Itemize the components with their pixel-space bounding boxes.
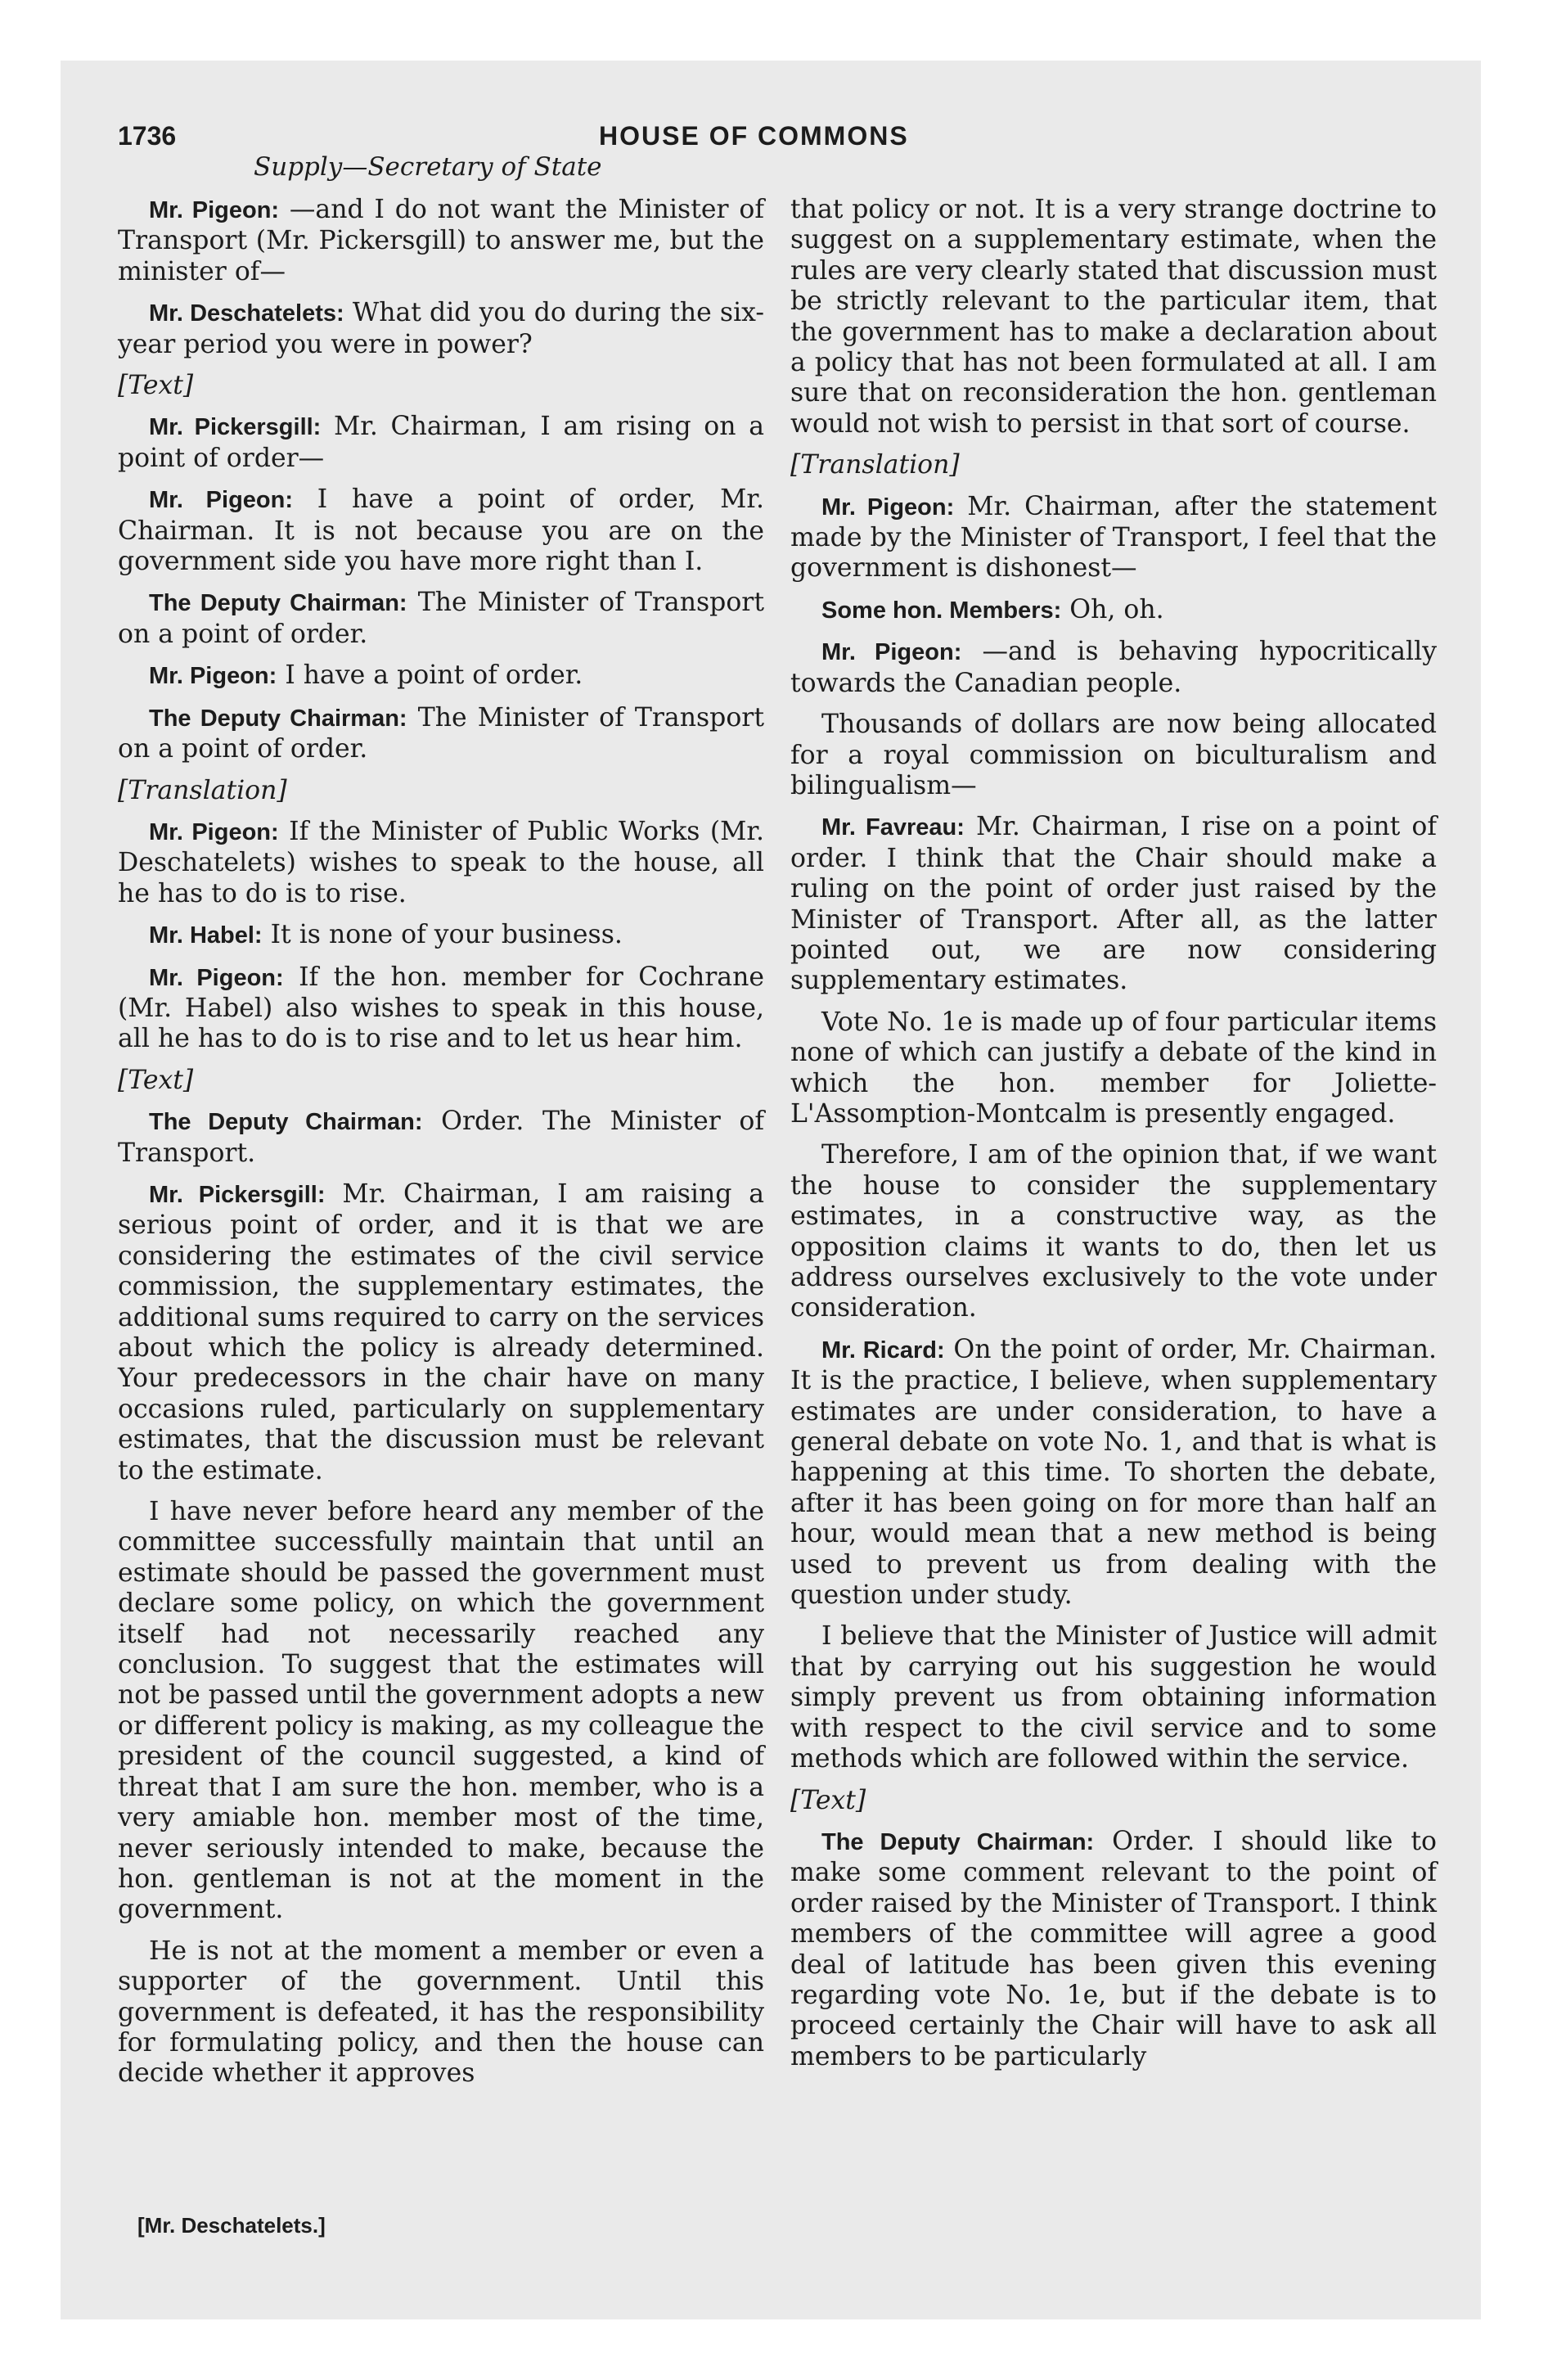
paragraph	[118, 1497, 764, 1926]
paragraph	[790, 1335, 1437, 1611]
paragraph-text: I have a point of order, Mr. Chairman. It is not because you are on the government side you have more right than I.	[118, 485, 764, 577]
paragraph-text: What did you do during the six-year period you were in power?	[118, 298, 765, 359]
section-tag: [Text]	[118, 371, 194, 401]
paragraph-text: Therefore, I am of the opinion that, if we want the house to consider the supplementary estimates, in a constructive way, as the opposition claims it wants to do, then let us address ourselves exclusively to the vote under consideration.	[790, 1140, 1437, 1323]
speaker-name: Mr. Pickersgill:	[149, 1181, 326, 1208]
speaker-name: The Deputy Chairman:	[149, 705, 407, 732]
paragraph-text: Mr. Chairman, after the statement made by the Minister of Transport, I feel that the government is dishonest—	[790, 491, 1437, 584]
section-tag: [Text]	[118, 1065, 194, 1095]
paragraph	[790, 1140, 1437, 1323]
paragraph-text: The Minister of Transport on a point of order.	[118, 588, 764, 649]
speaker-name: Mr. Pigeon:	[821, 494, 955, 521]
paragraph	[118, 1179, 764, 1486]
paragraph-text: Mr. Chairman, I rise on a point of order. I think that the Chair should make a ruling on the point of order just raised by the Minister of Transport. After all, as the latter pointed out, we are now considering supplementary estimates.	[790, 812, 1438, 996]
paragraph	[118, 817, 764, 909]
speaker-name: The Deputy Chairman:	[821, 1828, 1095, 1855]
paragraph	[790, 492, 1437, 584]
paragraph	[118, 703, 764, 765]
page-footer: [Mr. Deschatelets.]	[137, 2213, 326, 2238]
paragraph	[790, 595, 1437, 626]
paragraph	[118, 962, 764, 1055]
paragraph-text: Oh, oh.	[1069, 594, 1164, 624]
speaker-name: Mr. Pigeon:	[149, 818, 279, 845]
paragraph	[790, 1621, 1437, 1774]
speaker-name: Mr. Pigeon:	[149, 197, 280, 223]
paragraph-text: Mr. Chairman, I am rising on a point of order—	[118, 412, 764, 473]
paragraph-text: I have never before heard any member of the committee successfully maintain that until an estimate should be passed the government must declare some policy, on which the government itself had not necessarily reached any conclusion. To suggest that the estimates will not be passed until the government adopts a new or different policy is making, as my colleague the president of the council suggested, a kind of threat that I am sure the hon. member, who is a very amiable hon. member most of the time, never seriously intended to make, because the hon. gentleman is not at the moment in the government.	[118, 1497, 764, 1925]
paragraph-text: —and is behaving hypocritically towards the Canadian people.	[790, 637, 1437, 698]
paragraph	[118, 195, 764, 287]
paragraph-text: Vote No. 1e is made up of four particular items none of which can justify a debate of the kind in which the hon. member for Joliette-L'Assomption-Montcalm is presently engaged.	[790, 1007, 1437, 1129]
paragraph-text: The Minister of Transport on a point of order.	[118, 702, 764, 764]
paragraph	[118, 588, 764, 650]
speaker-name: Mr. Pigeon:	[149, 487, 294, 514]
paragraph	[118, 298, 764, 360]
paragraph-text: On the point of order, Mr. Chairman. It is the practice, I believe, when supplementary estimates are under consideration, to have a general debate on vote No. 1, and that is what is happening at this time. To shorten the debate, after it has been going on for more than half an hour, would mean that a new method is being used to prevent us from dealing with the question under study.	[790, 1334, 1437, 1611]
left-column	[118, 195, 764, 2100]
paragraph	[790, 195, 1437, 439]
paragraph	[790, 710, 1437, 801]
paragraph-text: It is none of your business.	[270, 920, 623, 950]
paragraph	[790, 812, 1437, 996]
paragraph-text: He is not at the moment a member or even a supporter of the government. Until this government is defeated, it has the responsibility for formulating policy, and then the house can decide whether it approves	[118, 1936, 764, 2089]
paragraph	[118, 920, 764, 951]
speaker-name: Mr. Favreau:	[821, 814, 965, 841]
speaker-name: The Deputy Chairman:	[149, 1109, 423, 1136]
speaker-name: Mr. Pigeon:	[821, 639, 962, 666]
paragraph-text: If the Minister of Public Works (Mr. Deschatelets) wishes to speak to the house, all he has to do is to rise.	[118, 816, 764, 908]
speaker-name: Mr. Pigeon:	[149, 964, 284, 991]
page-number: 1736	[118, 121, 177, 151]
paragraph-text: Order. I should like to make some comment relevant to the point of order raised by the Minister of Transport. I think members of the committee will agree a good deal of latitude has been given this evening regarding vote No. 1e, but if the debate is to proceed certainly the Chair will have to ask all members to be particularly	[790, 1826, 1437, 2071]
speaker-name: Mr. Habel:	[149, 922, 263, 949]
section-tag: [Translation]	[118, 775, 287, 805]
speaker-name: Mr. Pickersgill:	[149, 414, 322, 441]
paragraph-text: I believe that the Minister of Justice will admit that by carrying out his suggestion he would simply prevent us from obtaining information with respect to the civil service and to some methods which are followed within the service.	[790, 1621, 1437, 1774]
paragraph	[790, 1827, 1437, 2072]
section-tag: [Translation]	[790, 450, 960, 480]
paragraph-text: Order. The Minister of Transport.	[118, 1107, 764, 1168]
paragraph-text: I have a point of order.	[285, 660, 583, 691]
right-column	[790, 195, 1437, 2083]
speaker-name: Some hon. Members:	[821, 597, 1062, 624]
running-title: HOUSE OF COMMONS	[599, 121, 909, 151]
paragraph-text: Mr. Chairman, I am raising a serious point of order, and it is that we are considering the estimates of the civil service commission, the supplementary estimates, the additional sums required to carry on the services about which the policy is already determined. Your predecessors in the chair have on many occasions ruled, particularly on supplementary estimates, that the discussion must be relevant to the estimate.	[118, 1179, 765, 1485]
paragraph-text: Thousands of dollars are now being allocated for a royal commission on biculturalism and bilingualism—	[790, 710, 1437, 800]
paragraph	[790, 1007, 1437, 1130]
paragraph	[118, 412, 764, 474]
speaker-name: The Deputy Chairman:	[149, 590, 407, 617]
speaker-name: Mr. Pigeon:	[149, 663, 277, 690]
paragraph-text: that policy or not. It is a very strange doctrine to suggest on a supplementary estimate, when the rules are very clearly stated that discussion must be strictly relevant to the particular item, that the government has to make a declaration about a policy that has not been formulated at all. I am sure that on reconsideration the hon. gentleman would not wish to persist in that sort of course.	[790, 195, 1437, 439]
paragraph	[118, 1107, 764, 1169]
paragraph	[790, 637, 1437, 699]
paragraph-text: —and I do not want the Minister of Transport (Mr. Pickersgill) to answer me, but the minister of—	[118, 195, 764, 286]
section-tag: [Text]	[790, 1785, 866, 1815]
paragraph	[118, 660, 764, 692]
paragraph-text: If the hon. member for Cochrane (Mr. Habel) also wishes to speak in this house, all he has to do is to rise and to let us hear him.	[118, 962, 764, 1054]
section-subtitle: Supply—Secretary of State	[254, 152, 602, 182]
paragraph	[118, 1936, 764, 2089]
speaker-name: Mr. Ricard:	[821, 1336, 945, 1364]
paragraph	[118, 485, 764, 577]
speaker-name: Mr. Deschatelets:	[149, 300, 344, 327]
